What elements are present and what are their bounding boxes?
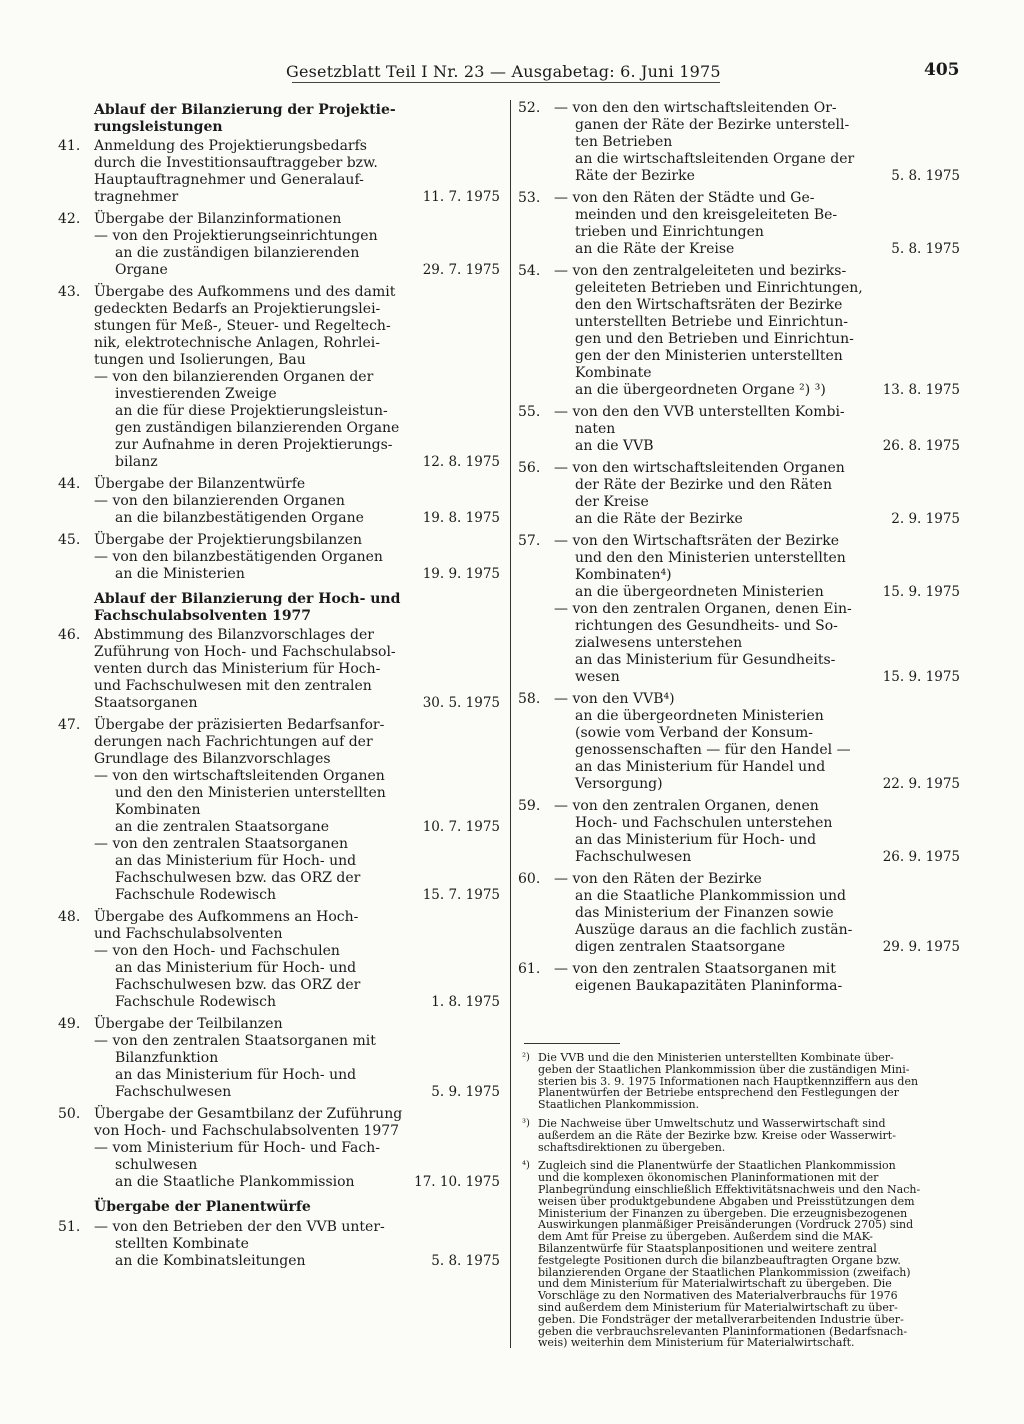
to-line: an das Ministerium für Hoch- und <box>115 960 357 976</box>
from-line: — von den zentralen Organen, denen <box>554 798 819 814</box>
footnote-rule <box>524 1043 620 1044</box>
to-line: an die Räte der Kreise <box>575 241 735 257</box>
deadline-date: 19. 8. 1975 <box>422 510 500 526</box>
to-line: an das Ministerium für Hoch- und <box>115 853 357 869</box>
footnotes <box>522 1052 960 1356</box>
schedule-item-61: 61. — von den zentralen Staatsorganen mit eigenen Baukapazitäten Planinforma- <box>518 961 964 995</box>
deadline-date: 19. 9. 1975 <box>422 566 500 582</box>
deadline-date: 15. 9. 1975 <box>882 584 960 600</box>
from-line: — von den VVB⁴) <box>554 691 675 707</box>
schedule-item-45: 45. Übergabe der Projektierungsbilanzen — von den bilanzbestätigenden Organen an die Ministerien 19. 9. 1975 <box>58 532 504 583</box>
item-number: 54. <box>518 263 541 279</box>
item-number: 58. <box>518 691 541 707</box>
schedule-item-42: 42. Übergabe der Bilanzinformationen — von den Projektierungseinrichtungen an die zuständigen bilanzierenden Organe 29. 7. 1975 <box>58 211 504 279</box>
item-number: 56. <box>518 460 541 476</box>
schedule-item-51: 51. — von den Betrieben der den VVB unter- stellten Kombinate an die Kombinatsleitungen 5. 8. 1975 <box>58 1219 504 1270</box>
item-number: 45. <box>58 532 81 548</box>
item-number: 49. <box>58 1016 81 1032</box>
from-line: — von den Betrieben der den VVB unter- <box>94 1218 385 1235</box>
deadline-date: 11. 7. 1975 <box>422 189 500 205</box>
schedule-item-58: 58. — von den VVB⁴) an die übergeordneten Ministerien (sowie vom Verband der Konsum- genossenschaften — für den Handel — an das Ministerium für Handel und Versorgung) 22. 9. 1975 <box>518 691 964 793</box>
footnote-3: ³) Die Nachweise über Umweltschutz und Wasserwirtschaft sind außerdem an die Räte der Bezirke bzw. Kreise oder Wasserwirt- schaftsdirektionen zu übergeben. <box>522 1116 896 1154</box>
item-number: 57. <box>518 533 541 549</box>
from-line: — von den bilanzierenden Organen der <box>94 369 374 385</box>
schedule-item-55: 55. — von den den VVB unterstellten Kombi- naten an die VVB 26. 8. 1975 <box>518 404 964 455</box>
from-line: — von den zentralen Staatsorganen <box>94 836 349 852</box>
schedule-item-44: 44. Übergabe der Bilanzentwürfe — von den bilanzierenden Organen an die bilanzbestätigenden Organe 19. 8. 1975 <box>58 476 504 527</box>
from-line: — von den zentralgeleiteten und bezirks- <box>554 263 847 279</box>
deadline-date: 30. 5. 1975 <box>422 695 500 711</box>
to-line: an das Ministerium für Hoch- und <box>575 832 817 848</box>
deadline-date: 22. 9. 1975 <box>882 776 960 792</box>
schedule-item-48: 48. Übergabe des Aufkommens an Hoch- und Fachschulabsolventen — von den Hoch- und Fachschulen an das Ministerium für Hoch- und Fachschulwesen bzw. das ORZ der Fachschule Rodewisch 1. 8. 1975 <box>58 909 504 1011</box>
item-number: 44. <box>58 476 81 492</box>
deadline-date: 26. 8. 1975 <box>882 438 960 454</box>
from-line: — von den bilanzbestätigenden Organen <box>94 549 383 565</box>
item-number: 51. <box>58 1218 81 1235</box>
schedule-item-52: 52. — von den den wirtschaftsleitenden Or- ganen der Räte der Bezirke unterstell- ten Betrieben an die wirtschaftsleitenden Organe der Räte der Bezirke 5. 8. 1975 <box>518 100 964 185</box>
deadline-date: 1. 8. 1975 <box>431 994 500 1010</box>
sub-entry: — von den wirtschaftsleitenden Organen und den den Ministerien unterstellten Kombinaten an die zentralen Staatsorgane 10. 7. 1975 <box>58 768 504 836</box>
schedule-item-56: 56. — von den wirtschaftsleitenden Organen der Räte der Bezirke und den Räten der Kreise an die Räte der Bezirke 2. 9. 1975 <box>518 460 964 528</box>
sub-entry: — von den Wirtschaftsräten der Bezirke und den den Ministerien unterstellten Kombinaten⁴) an die übergeordneten Ministerien 15. 9. 1975 <box>518 533 964 601</box>
deadline-date: 5. 8. 1975 <box>891 168 960 184</box>
from-line: — von den Räten der Städte und Ge- <box>554 190 815 206</box>
sub-entry: — von den zentralen Organen, denen Ein- richtungen des Gesundheits- und So- zialwesens unterstehen an das Ministerium für Gesundheits- wesen 15. 9. 1975 <box>518 601 964 686</box>
to-line: an die bilanzbestätigenden Organe <box>115 510 364 526</box>
item-number: 42. <box>58 211 81 227</box>
footnote-mark: ²) <box>522 1052 530 1063</box>
from-line: — von den zentralen Organen, denen Ein- <box>554 601 852 617</box>
section-heading-planentwuerfe: Übergabe der Planentwürfe <box>94 1199 311 1215</box>
schedule-item-41: 41. Anmeldung des Projektierungsbedarfs durch die Investitionsauftraggeber bzw. Hauptauftragnehmer und Generalauf- tragnehmer 11. 7. 1975 <box>58 138 500 205</box>
item-number: 60. <box>518 871 541 887</box>
item-number: 41. <box>58 138 81 154</box>
to-line: an die wirtschaftsleitenden Organe der <box>575 151 855 167</box>
from-line: — von den Wirtschaftsräten der Bezirke <box>554 533 839 549</box>
from-line: — von den wirtschaftsleitenden Organen <box>554 460 845 476</box>
to-line: an die VVB <box>575 438 654 454</box>
deadline-date: 2. 9. 1975 <box>891 511 960 527</box>
right-column <box>518 100 964 1000</box>
deadline-date: 26. 9. 1975 <box>882 849 960 865</box>
from-line: — von den Räten der Bezirke <box>554 871 762 887</box>
deadline-date: 12. 8. 1975 <box>422 454 500 470</box>
to-line: an die für diese Projektierungsleistun- <box>115 403 388 419</box>
to-line: an die Ministerien <box>115 566 245 582</box>
footnote-mark: ³) <box>522 1117 530 1129</box>
schedule-item-43: 43. Übergabe des Aufkommens und des damit gedeckten Bedarfs an Projektierungslei- stungen für Meß-, Steuer- und Regeltech- nik, elektrotechnische Anlagen, Rohrlei- tungen und Isolierungen, Bau — von den bilanzierenden Organen der investierenden Zweige an die für diese Projektierungsleistun- gen zuständigen bilanzierenden Organe zur Aufnahme in deren Projektierungs- bilanz 12. 8. 1975 <box>58 284 504 471</box>
from-line: — vom Ministerium für Hoch- und Fach- <box>94 1140 380 1156</box>
schedule-item-49: 49. Übergabe der Teilbilanzen — von den zentralen Staatsorganen mit Bilanzfunktion an das Ministerium für Hoch- und Fachschulwesen 5. 9. 1975 <box>58 1016 504 1101</box>
item-number: 59. <box>518 798 541 814</box>
page-number: 405 <box>924 60 960 80</box>
item-number: 52. <box>518 100 541 116</box>
to-line: an die Staatliche Plankommission und <box>575 888 847 904</box>
footnote-4: ⁴) Zugleich sind die Planentwürfe der Staatlichen Plankommission und die komplexen ökonomischen Planinformationen mit der Planbegründung einschließlich Effektivitätsnachweis und den Nach- weisen über produktgebundene Abgaben und Preisstützungen dem Ministerium der Finanzen zu übergeben. Die erzeugnisbezogenen Auswirkungen planmäßiger Preisänderungen (Vordruck 2705) sind dem Amt für Preise zu übergeben. Außerdem sind die MAK- Bilanzentwürfe für Staatsplanpositionen und weitere zentral festgelegte Positionen durch die bilanzbeauftragten Organe bzw. bilanzierenden Organe der Staatlichen Plankommission (zweifach) und dem Ministerium für Materialwirtschaft zu übergeben. Die Vorschläge zu den Normativen des Materialverbrauchs für 1976 sind außerdem dem Ministerium für Materialwirtschaft zu über- geben. Die Fondsträger der metallverarbeitenden Industrie über- geben die verbrauchsrelevanten Planinformationen (Bedarfsnach- weis) weiterhin dem Ministerium für Materialwirtschaft. <box>522 1159 921 1350</box>
from-line: — von den zentralen Staatsorganen mit <box>94 1033 376 1049</box>
to-line: an das Ministerium für Hoch- und <box>115 1067 357 1083</box>
item-number: 48. <box>58 909 81 925</box>
page-header: Gesetzblatt Teil I Nr. 23 — Ausgabetag: 6. Juni 1975 <box>286 62 721 81</box>
schedule-item-53: 53. — von den Räten der Städte und Ge- meinden und den kreisgeleiteten Be- trieben und Einrichtungen an die Räte der Kreise 5. 8. 1975 <box>518 190 964 258</box>
section-heading-absolventen: Ablauf der Bilanzierung der Hoch- und Fachschulabsolventen 1977 <box>94 591 401 624</box>
to-line: an die zentralen Staatsorgane <box>115 819 330 835</box>
item-number: 50. <box>58 1106 81 1122</box>
item-number: 46. <box>58 627 81 643</box>
to-line: an die übergeordneten Ministerien <box>575 708 824 724</box>
from-line: — von den Projektierungseinrichtungen <box>94 228 378 244</box>
to-line: an die übergeordneten Organe ²) ³) <box>575 382 826 398</box>
item-number: 55. <box>518 404 541 420</box>
from-line: — von den zentralen Staatsorganen mit <box>554 961 836 977</box>
header-rule <box>292 82 720 83</box>
item-number: 61. <box>518 961 541 977</box>
footnote-2: ²) Die VVB und die den Ministerien unterstellten Kombinate über- geben der Staatlichen Plankommission über die zuständigen Mini- sterien bis 3. 9. 1975 Informationen nach Hauptkennziffern aus den Planentwürfen der Betriebe entsprechend den Festlegungen der Staatlichen Plankommission. <box>522 1051 919 1112</box>
schedule-item-57 <box>518 533 964 686</box>
schedule-item-59: 59. — von den zentralen Organen, denen Hoch- und Fachschulen unterstehen an das Ministerium für Hoch- und Fachschulwesen 26. 9. 1975 <box>518 798 964 866</box>
to-line: an die übergeordneten Ministerien <box>575 584 824 600</box>
deadline-date: 5. 8. 1975 <box>891 241 960 257</box>
deadline-date: 17. 10. 1975 <box>414 1174 500 1190</box>
section-heading-projektierung: Ablauf der Bilanzierung der Projektie- rungsleistungen <box>94 102 396 135</box>
deadline-date: 13. 8. 1975 <box>882 382 960 398</box>
deadline-date: 5. 8. 1975 <box>431 1252 500 1269</box>
from-line: — von den den VVB unterstellten Kombi- <box>554 404 845 420</box>
from-line: — von den wirtschaftsleitenden Organen <box>94 768 385 784</box>
to-line: an die zuständigen bilanzierenden <box>115 245 360 261</box>
footnote-mark: ⁴) <box>522 1160 530 1172</box>
column-separator <box>510 100 511 1348</box>
from-line: — von den den wirtschaftsleitenden Or- <box>554 100 837 116</box>
sub-entry: — von den zentralen Staatsorganen an das Ministerium für Hoch- und Fachschulwesen bzw. das ORZ der Fachschule Rodewisch 15. 7. 1975 <box>58 836 504 904</box>
deadline-date: 15. 9. 1975 <box>882 669 960 685</box>
deadline-date: 5. 9. 1975 <box>431 1084 500 1100</box>
item-number: 43. <box>58 284 81 300</box>
from-line: — von den Hoch- und Fachschulen <box>94 943 340 959</box>
from-line: — von den bilanzierenden Organen <box>94 493 345 509</box>
to-line: an die Staatliche Plankommission <box>115 1174 355 1190</box>
deadline-date: 15. 7. 1975 <box>422 887 500 903</box>
to-line: an die Räte der Bezirke <box>575 511 743 527</box>
deadline-date: 29. 9. 1975 <box>882 939 960 955</box>
item-number: 47. <box>58 717 81 733</box>
schedule-item-50: 50. Übergabe der Gesamtbilanz der Zuführung von Hoch- und Fachschulabsolventen 1977 — vom Ministerium für Hoch- und Fach- schulwesen an die Staatliche Plankommission 17. 10. 1975 <box>58 1106 504 1191</box>
left-column <box>58 100 504 1275</box>
schedule-item-60: 60. — von den Räten der Bezirke an die Staatliche Plankommission und das Ministerium der Finanzen sowie Auszüge daraus an die fachlich zustän- digen zentralen Staatsorgane 29. 9. 1975 <box>518 871 964 956</box>
deadline-date: 10. 7. 1975 <box>422 819 500 835</box>
item-number: 53. <box>518 190 541 206</box>
deadline-date: 29. 7. 1975 <box>422 262 500 278</box>
schedule-item-54: 54. — von den zentralgeleiteten und bezirks- geleiteten Betrieben und Einrichtungen, den den Wirtschaftsräten der Bezirke unterstellten Betriebe und Einrichtun- gen und den Betrieben und Einrichtun- gen der den Ministerien unterstellten Kombinate an die übergeordneten Organe ²) ³) 13. 8. 1975 <box>518 263 964 399</box>
schedule-item-46: 46. Abstimmung des Bilanzvorschlages der Zuführung von Hoch- und Fachschulabsol- venten durch das Ministerium für Hoch- und Fachschulwesen mit den zentralen Staatsorganen 30. 5. 1975 <box>58 627 500 711</box>
schedule-item-47: 47. Übergabe der präzisierten Bedarfsanfor- derungen nach Fachrichtungen auf der Grundlage des Bilanzvorschlages — von den wirtschaftsleitenden Organen und den den Ministerien unterstellten Kombinaten an die zentralen Staatsorgane 10. 7. 1975 — von den zentralen Staatsorganen an das Ministerium für Hoch- und Fachschulwesen bzw. das ORZ der Fachschule Rodewisch 15. 7. 1975 <box>58 717 504 904</box>
to-line: an die Kombinatsleitungen <box>115 1252 306 1269</box>
to-line: an das Ministerium für Gesundheits- <box>575 652 836 668</box>
